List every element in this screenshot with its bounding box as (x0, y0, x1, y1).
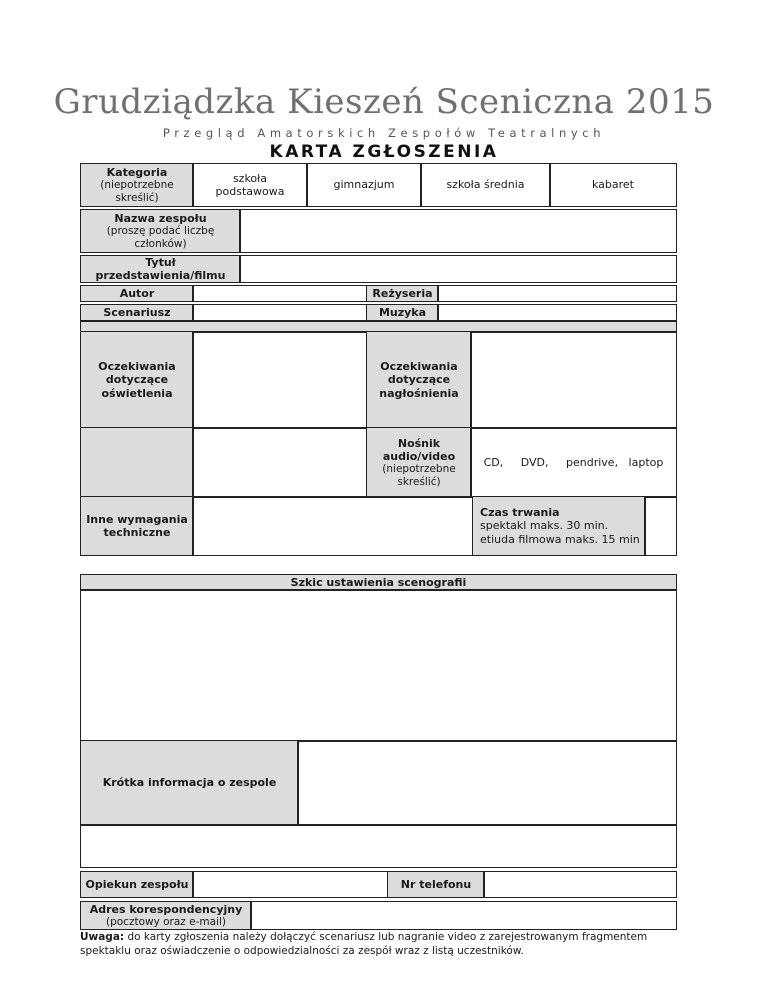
scenariusz-label (80, 304, 194, 321)
nosnik-hint-2: skreślić) (397, 475, 441, 488)
czas-trwania-field[interactable] (644, 496, 677, 556)
muzyka-label (366, 304, 439, 321)
autor-label (80, 285, 194, 302)
festival-title: Grudziądzka Kieszeń Sceniczna 2015 (53, 82, 715, 122)
note-text: do karty zgłoszenia należy dołączyć scenariusz lub nagranie video z zarejestrowanym fragmentem spektaklu oraz oświadczenie o odpowiedzialności za zespół wraz z listą uczestników. (80, 931, 648, 957)
kategoria-label (80, 163, 194, 207)
note-label: Uwaga: (80, 931, 125, 943)
option-podstawowa-line2: podstawowa (215, 185, 285, 198)
nazwa-zespolu-field[interactable] (239, 209, 677, 253)
szkic-title: Szkic ustawienia scenografii (290, 575, 467, 589)
opiekun-label (80, 871, 194, 898)
naglosnienie-field[interactable] (470, 331, 677, 429)
nazwa-zespolu-label (80, 209, 241, 253)
oswietlenie-line2: dotyczące (105, 373, 169, 387)
oswietlenie-line1: Oczekiwania (98, 360, 176, 374)
rezyseria-field[interactable] (437, 285, 677, 302)
kategoria-title: Kategoria (106, 165, 168, 179)
kategoria-hint-2: skreślić) (115, 191, 159, 204)
naglosnienie-line2: dotyczące (387, 373, 451, 387)
nosnik-line1: Nośnik (397, 436, 441, 450)
festival-subtitle: Przegląd Amatorskich Zespołów Teatralnych (162, 126, 606, 140)
option-srednia-label: szkoła średnia (446, 178, 525, 192)
nosnik-spacer-grey (80, 427, 194, 498)
adres-title: Adres korespondencyjny (89, 902, 243, 916)
inne-line1: Inne wymagania (86, 512, 188, 526)
inne-field[interactable] (192, 496, 474, 556)
nosnik-line2: audio/video (382, 449, 456, 463)
tytul-field[interactable] (239, 255, 677, 283)
czas-trwania-line2: etiuda filmowa maks. 15 min (480, 532, 640, 546)
nazwa-zespolu-hint-2: członków) (134, 237, 187, 250)
kategoria-option-gimnazjum[interactable] (306, 163, 422, 207)
informacja-text: Krótka informacja o zespole (102, 776, 277, 790)
oswietlenie-label (80, 331, 194, 429)
tytul-label (80, 255, 241, 283)
szkic-field[interactable] (80, 589, 677, 742)
telefon-label (387, 871, 485, 898)
kategoria-option-podstawowa[interactable] (192, 163, 308, 207)
naglosnienie-line3: nagłośnienia (379, 386, 459, 400)
nosnik-spacer-white (192, 427, 368, 498)
autor-text: Autor (119, 286, 155, 300)
oswietlenie-line3: oświetlenia (101, 386, 173, 400)
opiekun-field[interactable] (192, 871, 389, 898)
tytul-line1: Tytuł (145, 255, 176, 269)
option-podstawowa-line1: szkoła (232, 171, 268, 185)
rezyseria-text: Reżyseria (372, 286, 433, 300)
inne-label (80, 496, 194, 556)
naglosnienie-line1: Oczekiwania (380, 360, 458, 374)
nosnik-label (366, 427, 472, 498)
option-gimnazjum-label: gimnazjum (333, 178, 395, 192)
nosnik-options[interactable] (470, 427, 677, 498)
adres-label (80, 901, 252, 930)
rezyseria-label (366, 285, 439, 302)
telefon-field[interactable] (483, 871, 677, 898)
nazwa-zespolu-title: Nazwa zespołu (114, 211, 207, 225)
nosnik-hint-1: (niepotrzebne (382, 463, 456, 476)
scenariusz-text: Scenariusz (103, 305, 171, 319)
nazwa-zespolu-hint-1: (proszę podać liczbę (106, 225, 215, 237)
oswietlenie-field[interactable] (192, 331, 368, 429)
form-title: KARTA ZGŁOSZENIA (269, 142, 499, 162)
muzyka-field[interactable] (437, 304, 677, 321)
kategoria-hint-1: (niepotrzebne (100, 179, 174, 191)
adres-hint: (pocztowy oraz e-mail) (105, 915, 227, 928)
czas-trwania-line1: spektakl maks. 30 min. (480, 519, 609, 533)
scenariusz-field[interactable] (192, 304, 368, 321)
kategoria-option-srednia[interactable] (420, 163, 551, 207)
opiekun-text: Opiekun zespołu (85, 877, 189, 891)
muzyka-text: Muzyka (378, 305, 427, 319)
czas-trwania-title: Czas trwania (480, 506, 560, 520)
note (80, 931, 700, 958)
autor-field[interactable] (192, 285, 368, 302)
adres-field[interactable] (250, 901, 677, 930)
czas-trwania-label (472, 496, 646, 556)
tytul-line2: przedstawienia/filmu (95, 269, 226, 282)
informacja-field[interactable] (297, 740, 677, 826)
informacja-extra-field[interactable] (80, 824, 677, 868)
option-kabaret-label: kabaret (591, 178, 634, 192)
inne-line2: techniczne (103, 526, 171, 539)
nosnik-options-text: CD, DVD, pendrive, laptop (483, 455, 664, 469)
telefon-text: Nr telefonu (400, 877, 472, 891)
informacja-label (80, 740, 299, 826)
naglosnienie-label (366, 331, 472, 429)
kategoria-option-kabaret[interactable] (549, 163, 677, 207)
